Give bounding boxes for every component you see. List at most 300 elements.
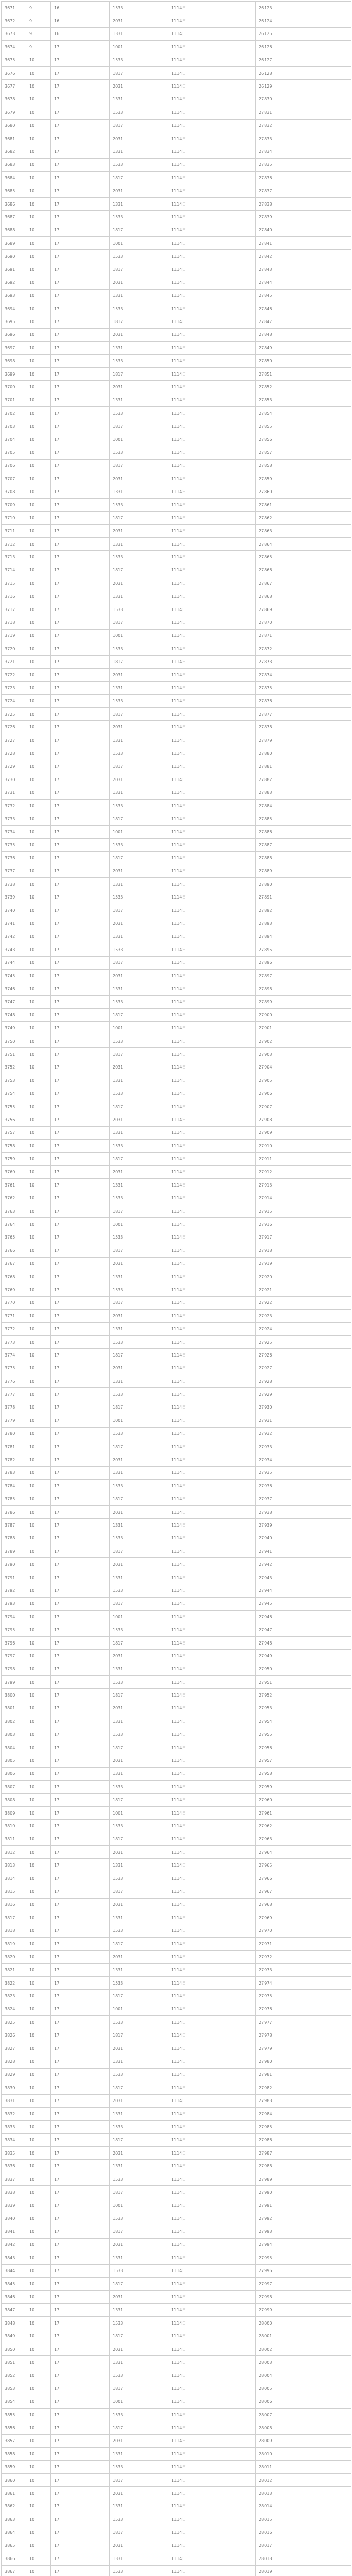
table-cell-col-d: 1114日 <box>168 2369 256 2382</box>
table-cell-col-e: 27925 <box>256 1335 351 1348</box>
table-cell-col-b: 17 <box>51 825 110 838</box>
table-cell-col-a: 10 <box>26 773 51 786</box>
table-cell-col-c: 1817 <box>110 315 168 328</box>
table-cell-col-b: 17 <box>51 54 110 66</box>
table-cell-col-id: 3833 <box>2 2121 26 2133</box>
table-cell-col-id: 3856 <box>2 2421 26 2434</box>
table-cell-col-e: 27883 <box>256 786 351 799</box>
table-cell-col-c: 1001 <box>110 1806 168 1819</box>
table-cell-col-e: 27833 <box>256 132 351 145</box>
table-cell-col-id: 3763 <box>2 1205 26 1217</box>
table-cell-col-id: 3782 <box>2 1453 26 1466</box>
table-row <box>2 407 351 420</box>
table-cell-col-a: 10 <box>26 420 51 433</box>
table-cell-col-c: 1331 <box>110 1270 168 1283</box>
table-cell-col-c: 1533 <box>110 1231 168 1244</box>
table-cell-col-d: 1114日 <box>168 2 256 14</box>
table-cell-col-c: 1001 <box>110 1022 168 1035</box>
table-cell-col-e: 27916 <box>256 1218 351 1231</box>
table-cell-col-c: 1817 <box>110 2421 168 2434</box>
table-cell-col-b: 17 <box>51 276 110 289</box>
table-cell-col-e: 27935 <box>256 1466 351 1479</box>
table-row <box>2 381 351 394</box>
table-cell-col-b: 17 <box>51 2003 110 2015</box>
table-cell-col-c: 1533 <box>110 211 168 224</box>
table-row <box>2 1741 351 1754</box>
table-cell-col-d: 1114日 <box>168 603 256 616</box>
table-row <box>2 1048 351 1061</box>
table-row <box>2 2042 351 2055</box>
table-cell-col-c: 1533 <box>110 158 168 171</box>
table-row <box>2 1375 351 1388</box>
table-cell-col-d: 1114日 <box>168 721 256 734</box>
table-cell-col-c: 1331 <box>110 734 168 747</box>
table-row <box>2 276 351 289</box>
table-cell-col-d: 1114日 <box>168 1924 256 1937</box>
table-row <box>2 799 351 812</box>
table-cell-col-d: 1114日 <box>168 969 256 982</box>
table-cell-col-id: 3673 <box>2 27 26 40</box>
table-cell-col-id: 3791 <box>2 1571 26 1584</box>
table-row <box>2 1519 351 1532</box>
table-row <box>2 14 351 27</box>
table-cell-col-e: 27939 <box>256 1519 351 1532</box>
table-cell-col-e: 27891 <box>256 891 351 904</box>
table-cell-col-b: 17 <box>51 342 110 354</box>
table-cell-col-c: 1817 <box>110 1493 168 1505</box>
table-cell-col-c: 1533 <box>110 2461 168 2473</box>
table-cell-col-c: 1331 <box>110 1323 168 1335</box>
table-cell-col-c: 1817 <box>110 224 168 236</box>
table-cell-col-id: 3853 <box>2 2382 26 2395</box>
table-row <box>2 2186 351 2199</box>
table-cell-col-e: 27997 <box>256 2277 351 2290</box>
table-cell-col-d: 1114日 <box>168 119 256 132</box>
table-cell-col-c: 1533 <box>110 2016 168 2029</box>
table-cell-col-d: 1114日 <box>168 1597 256 1610</box>
table-cell-col-a: 10 <box>26 211 51 224</box>
table-row <box>2 1427 351 1440</box>
table-cell-col-id: 3829 <box>2 2068 26 2081</box>
table-cell-col-a: 10 <box>26 184 51 197</box>
table-cell-col-c: 1817 <box>110 904 168 917</box>
table-cell-col-b: 17 <box>51 1192 110 1205</box>
table-cell-col-b: 17 <box>51 407 110 420</box>
table-row <box>2 1192 351 1205</box>
table-cell-col-e: 27830 <box>256 93 351 106</box>
table-cell-col-e: 26126 <box>256 41 351 54</box>
table-cell-col-a: 10 <box>26 956 51 969</box>
table-cell-col-id: 3687 <box>2 211 26 224</box>
table-row <box>2 1846 351 1859</box>
table-row <box>2 2448 351 2461</box>
table-cell-col-b: 17 <box>51 786 110 799</box>
table-cell-col-id: 3684 <box>2 172 26 184</box>
table-cell-col-e: 27831 <box>256 106 351 119</box>
table-cell-col-a: 10 <box>26 2382 51 2395</box>
table-cell-col-b: 17 <box>51 1440 110 1453</box>
table-cell-col-d: 1114日 <box>168 302 256 315</box>
table-cell-col-c: 1001 <box>110 433 168 446</box>
table-cell-col-d: 1114日 <box>168 237 256 250</box>
table-cell-col-id: 3749 <box>2 1022 26 1035</box>
table-cell-col-b: 17 <box>51 1505 110 1518</box>
table-cell-col-id: 3761 <box>2 1179 26 1192</box>
table-row <box>2 2081 351 2094</box>
table-cell-col-e: 27861 <box>256 498 351 511</box>
table-cell-col-c: 1331 <box>110 1519 168 1532</box>
table-cell-col-c: 1533 <box>110 2513 168 2526</box>
table-cell-col-b: 17 <box>51 1362 110 1375</box>
table-row <box>2 2016 351 2029</box>
table-cell-col-d: 1114日 <box>168 839 256 852</box>
table-cell-col-e: 27874 <box>256 668 351 681</box>
table-cell-col-c: 1331 <box>110 1663 168 1675</box>
table-cell-col-e: 27884 <box>256 799 351 812</box>
table-cell-col-b: 17 <box>51 2539 110 2552</box>
table-row <box>2 1296 351 1309</box>
table-cell-col-b: 17 <box>51 2330 110 2343</box>
table-cell-col-a: 10 <box>26 1074 51 1087</box>
table-row <box>2 1793 351 1806</box>
table-cell-col-e: 27870 <box>256 616 351 629</box>
table-cell-col-e: 27949 <box>256 1650 351 1663</box>
table-row <box>2 538 351 551</box>
table-row <box>2 1349 351 1362</box>
table-cell-col-c: 2031 <box>110 2042 168 2055</box>
table-cell-col-id: 3674 <box>2 41 26 54</box>
table-row <box>2 1702 351 1715</box>
table-row <box>2 250 351 263</box>
table-cell-col-e: 27837 <box>256 184 351 197</box>
table-cell-col-a: 10 <box>26 119 51 132</box>
table-cell-col-b: 17 <box>51 2225 110 2238</box>
table-cell-col-c: 1817 <box>110 420 168 433</box>
table-cell-col-b: 17 <box>51 2356 110 2369</box>
table-cell-col-c: 1331 <box>110 1375 168 1388</box>
table-cell-col-c: 1533 <box>110 1087 168 1100</box>
table-cell-col-a: 9 <box>26 2 51 14</box>
table-cell-col-b: 17 <box>51 2133 110 2146</box>
table-cell-col-a: 10 <box>26 1165 51 1178</box>
table-cell-col-e: 27922 <box>256 1296 351 1309</box>
table-cell-col-b: 17 <box>51 1676 110 1689</box>
table-cell-col-d: 1114日 <box>168 2068 256 2081</box>
table-cell-col-e: 27867 <box>256 577 351 590</box>
table-cell-col-d: 1114日 <box>168 289 256 302</box>
table-cell-col-d: 1114日 <box>168 132 256 145</box>
table-cell-col-d: 1114日 <box>168 1349 256 1362</box>
table-cell-col-e: 27970 <box>256 1924 351 1937</box>
table-cell-col-e: 27849 <box>256 342 351 354</box>
table-cell-col-c: 2031 <box>110 1846 168 1859</box>
table-cell-col-id: 3742 <box>2 930 26 943</box>
table-cell-col-c: 1817 <box>110 1401 168 1414</box>
table-cell-col-b: 17 <box>51 1702 110 1715</box>
table-cell-col-id: 3780 <box>2 1427 26 1440</box>
table-cell-col-c: 2031 <box>110 721 168 734</box>
table-cell-col-id: 3845 <box>2 2277 26 2290</box>
table-cell-col-e: 28009 <box>256 2434 351 2447</box>
table-cell-col-e: 27999 <box>256 2303 351 2316</box>
table-cell-col-b: 17 <box>51 158 110 171</box>
table-cell-col-e: 27905 <box>256 1074 351 1087</box>
table-cell-col-c: 1331 <box>110 2303 168 2316</box>
table-cell-col-d: 1114日 <box>168 773 256 786</box>
table-cell-col-d: 1114日 <box>168 2539 256 2552</box>
table-cell-col-c: 1817 <box>110 1153 168 1165</box>
table-row <box>2 2 351 14</box>
table-cell-col-d: 1114日 <box>168 1505 256 1518</box>
table-cell-col-e: 27900 <box>256 1009 351 1022</box>
table-cell-col-a: 10 <box>26 1257 51 1270</box>
table-cell-col-e: 27859 <box>256 472 351 485</box>
table-cell-col-e: 27948 <box>256 1636 351 1649</box>
table-cell-col-e: 27996 <box>256 2264 351 2277</box>
table-row <box>2 1480 351 1493</box>
table-cell-col-a: 10 <box>26 1924 51 1937</box>
table-cell-col-id: 3857 <box>2 2434 26 2447</box>
table-cell-col-d: 1114日 <box>168 1362 256 1375</box>
table-cell-col-e: 27965 <box>256 1859 351 1872</box>
table-row <box>2 616 351 629</box>
table-cell-col-id: 3838 <box>2 2186 26 2199</box>
table-cell-col-id: 3786 <box>2 1505 26 1518</box>
table-cell-col-e: 27868 <box>256 590 351 603</box>
table-cell-col-e: 27955 <box>256 1728 351 1741</box>
table-cell-col-e: 27974 <box>256 1976 351 1989</box>
table-cell-col-c: 1331 <box>110 786 168 799</box>
table-row <box>2 812 351 825</box>
table-cell-col-d: 1114日 <box>168 1820 256 1833</box>
table-row <box>2 2094 351 2107</box>
data-table <box>1 1 351 2576</box>
table-row <box>2 825 351 838</box>
table-cell-col-c: 1533 <box>110 1335 168 1348</box>
table-cell-col-d: 1114日 <box>168 27 256 40</box>
table-cell-col-b: 17 <box>51 394 110 406</box>
table-cell-col-a: 10 <box>26 1466 51 1479</box>
table-cell-col-a: 10 <box>26 1480 51 1493</box>
table-cell-col-c: 1331 <box>110 93 168 106</box>
table-cell-col-b: 17 <box>51 551 110 564</box>
table-cell-col-c: 1533 <box>110 1388 168 1401</box>
table-cell-col-b: 17 <box>51 2343 110 2355</box>
table-cell-col-b: 17 <box>51 1087 110 1100</box>
table-cell-col-a: 10 <box>26 825 51 838</box>
table-cell-col-e: 28013 <box>256 2487 351 2500</box>
table-cell-col-c: 1331 <box>110 930 168 943</box>
table-cell-col-id: 3839 <box>2 2199 26 2212</box>
table-cell-col-d: 1114日 <box>168 446 256 459</box>
table-row <box>2 694 351 707</box>
table-cell-col-e: 27886 <box>256 825 351 838</box>
table-row <box>2 2408 351 2421</box>
table-row <box>2 27 351 40</box>
table-cell-col-id: 3714 <box>2 564 26 577</box>
table-row <box>2 1898 351 1911</box>
table-cell-col-d: 1114日 <box>168 1388 256 1401</box>
table-cell-col-a: 10 <box>26 1453 51 1466</box>
table-row <box>2 263 351 276</box>
table-cell-col-c: 1817 <box>110 760 168 773</box>
table-cell-col-a: 10 <box>26 852 51 865</box>
table-cell-col-e: 27860 <box>256 485 351 498</box>
table-cell-col-id: 3825 <box>2 2016 26 2029</box>
table-cell-col-id: 3818 <box>2 1924 26 1937</box>
table-cell-col-a: 10 <box>26 2094 51 2107</box>
table-cell-col-c: 2031 <box>110 773 168 786</box>
table-row <box>2 2343 351 2355</box>
table-cell-col-c: 1331 <box>110 342 168 354</box>
table-row <box>2 2068 351 2081</box>
table-row <box>2 1231 351 1244</box>
table-row <box>2 747 351 760</box>
table-row <box>2 904 351 917</box>
table-cell-col-a: 10 <box>26 2434 51 2447</box>
table-cell-col-b: 17 <box>51 1571 110 1584</box>
table-cell-col-a: 10 <box>26 1885 51 1898</box>
table-cell-col-id: 3776 <box>2 1375 26 1388</box>
table-row <box>2 590 351 603</box>
table-cell-col-d: 1114日 <box>168 904 256 917</box>
table-row <box>2 1244 351 1257</box>
table-cell-col-a: 10 <box>26 1349 51 1362</box>
table-cell-col-d: 1114日 <box>168 1453 256 1466</box>
table-cell-col-b: 17 <box>51 1924 110 1937</box>
table-cell-col-e: 28011 <box>256 2461 351 2473</box>
table-cell-col-id: 3734 <box>2 825 26 838</box>
table-row <box>2 119 351 132</box>
table-row <box>2 1754 351 1767</box>
table-row <box>2 1335 351 1348</box>
table-row <box>2 1218 351 1231</box>
table-cell-col-c: 2031 <box>110 1702 168 1715</box>
table-cell-col-c: 2031 <box>110 2539 168 2552</box>
table-cell-col-a: 10 <box>26 446 51 459</box>
table-cell-col-e: 27875 <box>256 682 351 694</box>
table-cell-col-a: 10 <box>26 80 51 93</box>
table-row <box>2 459 351 472</box>
table-cell-col-d: 1114日 <box>168 943 256 956</box>
table-cell-col-a: 10 <box>26 1022 51 1035</box>
table-cell-col-b: 17 <box>51 839 110 852</box>
table-cell-col-b: 17 <box>51 302 110 315</box>
table-row <box>2 2277 351 2290</box>
table-cell-col-b: 17 <box>51 1715 110 1728</box>
table-cell-col-a: 10 <box>26 865 51 877</box>
table-cell-col-d: 1114日 <box>168 2552 256 2565</box>
table-cell-col-a: 10 <box>26 760 51 773</box>
table-cell-col-c: 1817 <box>110 459 168 472</box>
table-cell-col-b: 17 <box>51 655 110 668</box>
table-cell-col-e: 27893 <box>256 917 351 930</box>
table-cell-col-c: 1817 <box>110 1689 168 1702</box>
table-cell-col-c: 1533 <box>110 1623 168 1636</box>
table-cell-col-d: 1114日 <box>168 2264 256 2277</box>
table-row <box>2 93 351 106</box>
table-cell-col-c: 1817 <box>110 564 168 577</box>
table-cell-col-b: 17 <box>51 224 110 236</box>
table-row <box>2 1270 351 1283</box>
table-cell-col-a: 10 <box>26 2121 51 2133</box>
table-cell-col-e: 27907 <box>256 1100 351 1113</box>
table-cell-col-e: 27933 <box>256 1440 351 1453</box>
table-cell-col-c: 1533 <box>110 799 168 812</box>
table-cell-col-d: 1114日 <box>168 197 256 210</box>
table-cell-col-d: 1114日 <box>168 1323 256 1335</box>
table-cell-col-id: 3750 <box>2 1035 26 1047</box>
table-cell-col-id: 3697 <box>2 342 26 354</box>
table-row <box>2 839 351 852</box>
table-cell-col-c: 2031 <box>110 2487 168 2500</box>
table-cell-col-b: 17 <box>51 1754 110 1767</box>
table-cell-col-a: 10 <box>26 2343 51 2355</box>
table-cell-col-id: 3701 <box>2 394 26 406</box>
table-cell-col-c: 1533 <box>110 1872 168 1885</box>
table-cell-col-d: 1114日 <box>168 1754 256 1767</box>
table-cell-col-b: 17 <box>51 2238 110 2251</box>
table-row <box>2 1937 351 1950</box>
table-cell-col-id: 3836 <box>2 2160 26 2173</box>
table-row <box>2 1924 351 1937</box>
table-cell-col-e: 27880 <box>256 747 351 760</box>
table-cell-col-e: 27889 <box>256 865 351 877</box>
table-cell-col-id: 3721 <box>2 655 26 668</box>
table-cell-col-e: 28015 <box>256 2513 351 2526</box>
table-cell-col-a: 10 <box>26 616 51 629</box>
table-cell-col-e: 27950 <box>256 1663 351 1675</box>
table-cell-col-b: 17 <box>51 2382 110 2395</box>
table-cell-col-a: 10 <box>26 498 51 511</box>
table-row <box>2 172 351 184</box>
table-cell-col-a: 10 <box>26 2029 51 2042</box>
table-cell-col-a: 10 <box>26 512 51 524</box>
table-cell-col-b: 17 <box>51 747 110 760</box>
table-cell-col-b: 17 <box>51 2068 110 2081</box>
table-cell-col-b: 17 <box>51 2199 110 2212</box>
table-cell-col-e: 27909 <box>256 1126 351 1139</box>
table-cell-col-d: 1114日 <box>168 1689 256 1702</box>
table-row <box>2 394 351 406</box>
table-cell-col-a: 10 <box>26 1990 51 2003</box>
table-cell-col-id: 3768 <box>2 1270 26 1283</box>
table-cell-col-c: 1331 <box>110 538 168 551</box>
table-cell-col-b: 17 <box>51 2160 110 2173</box>
table-cell-col-id: 3787 <box>2 1519 26 1532</box>
table-cell-col-b: 17 <box>51 1061 110 1074</box>
table-cell-col-id: 3706 <box>2 459 26 472</box>
table-cell-col-c: 1331 <box>110 1179 168 1192</box>
table-cell-col-d: 1114日 <box>168 694 256 707</box>
table-cell-col-id: 3679 <box>2 106 26 119</box>
table-cell-col-b: 17 <box>51 367 110 380</box>
table-cell-col-a: 10 <box>26 2408 51 2421</box>
table-row <box>2 1859 351 1872</box>
table-cell-col-d: 1114日 <box>168 1990 256 2003</box>
table-cell-col-d: 1114日 <box>168 2526 256 2539</box>
table-cell-col-a: 10 <box>26 172 51 184</box>
table-cell-col-b: 17 <box>51 1781 110 1793</box>
table-cell-col-b: 17 <box>51 1022 110 1035</box>
table-cell-col-a: 10 <box>26 682 51 694</box>
table-cell-col-d: 1114日 <box>168 590 256 603</box>
table-cell-col-b: 17 <box>51 1310 110 1323</box>
table-cell-col-e: 27963 <box>256 1833 351 1845</box>
table-cell-col-d: 1114日 <box>168 577 256 590</box>
table-row <box>2 1911 351 1924</box>
table-cell-col-a: 10 <box>26 2081 51 2094</box>
